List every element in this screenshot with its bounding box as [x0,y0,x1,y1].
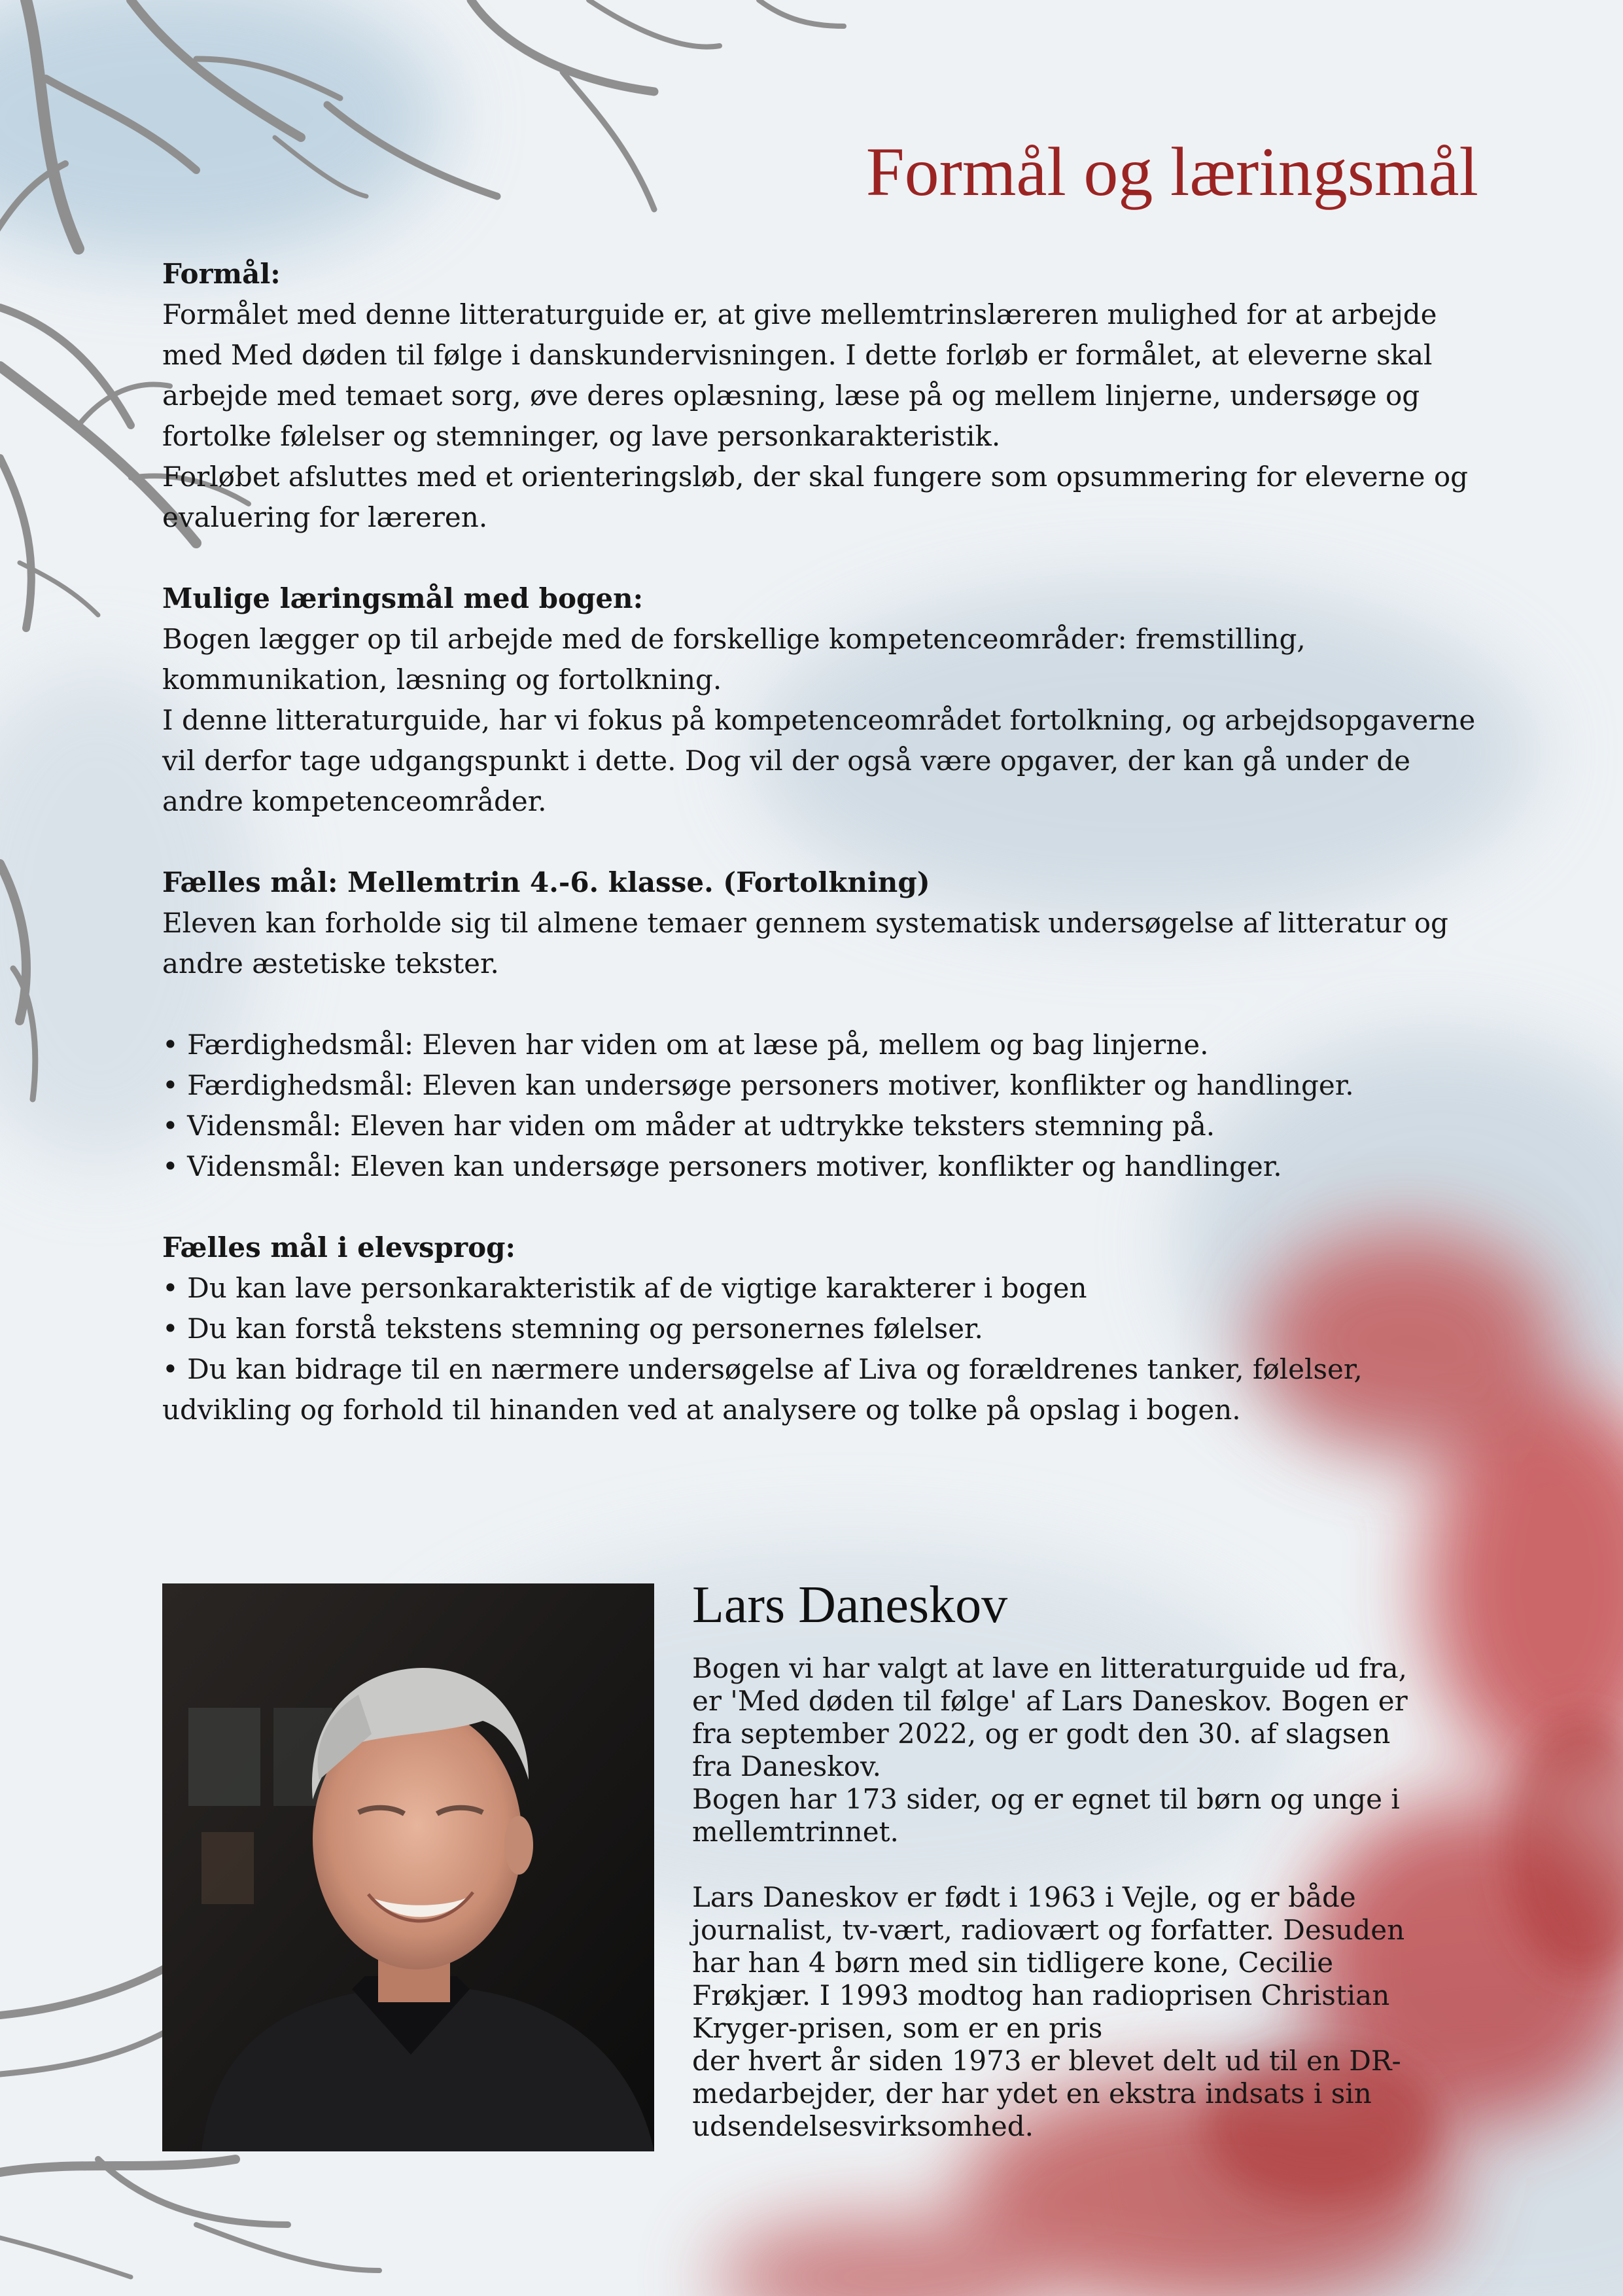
section-heading: Mulige læringsmål med bogen: [162,582,644,614]
list-item: • Vidensmål: Eleven kan undersøge personers motiver, konflikter og handlinger. [162,1146,1490,1187]
section-elevsprog [162,1227,1490,1430]
student-goals-list [162,1268,1490,1430]
text-line: medarbejder, der har ydet en ekstra indsats i sin [692,2077,1372,2110]
section-laeringsmaal [162,578,1490,822]
list-item: • Du kan bidrage til en nærmere undersøgelse af Liva og forældrenes tanker, følelser, udvikling og forhold til hinanden ved at analysere og tolke på opslag i bogen. [162,1349,1490,1430]
text-line: udsendelsesvirksomhed. [692,2110,1034,2142]
author-paragraph [692,1881,1457,2143]
text-line: Bogen vi har valgt at lave en litteraturguide ud fra, [692,1652,1407,1684]
section-faelles-maal [162,862,1490,984]
author-name: Lars Daneskov [692,1576,1008,1634]
text-line: fra Daneskov. [692,1750,882,1782]
page-title: Formål og læringsmål [865,133,1478,210]
goals-list-section [162,1025,1490,1187]
list-item: • Du kan forstå tekstens stemning og personernes følelser. [162,1309,1490,1349]
text-line: fra september 2022, og er godt den 30. af slagsen [692,1718,1391,1750]
section-paragraph: Eleven kan forholde sig til almene temaer gennem systematisk undersøgelse af litteratur og andre æstetiske tekster. [162,907,1448,980]
text-line: Kryger-prisen, som er en pris [692,2012,1103,2044]
main-content [162,254,1490,1471]
text-line: Lars Daneskov er født i 1963 i Vejle, og er både [692,1881,1356,1913]
section-formaal [162,254,1490,538]
section-paragraph: Forløbet afsluttes med et orienteringsløb, der skal fungere som opsummering for eleverne og evaluering for læreren. [162,461,1469,533]
text-line: er 'Med døden til følge' af Lars Daneskov. Bogen er [692,1685,1408,1717]
section-heading: Formål: [162,258,281,290]
text-line: Bogen har 173 sider, og er egnet til børn og unge i [692,1783,1400,1815]
section-heading: Fælles mål: Mellemtrin 4.-6. klasse. (Fortolkning) [162,866,930,898]
author-photo [162,1583,654,2151]
section-paragraph: Bogen lægger op til arbejde med de forskellige kompetenceområder: fremstilling, kommunikation, læsning og fortolkning. [162,623,1306,696]
section-paragraph: I denne litteraturguide, har vi fokus på kompetenceområdet fortolkning, og arbejdsopgaverne vil derfor tage udgangspunkt i dette. Dog vil der også være opgaver, der kan gå under de andre kompetenceområder. [162,704,1476,817]
author-bio [692,1652,1457,2176]
list-item: • Vidensmål: Eleven har viden om måder at udtrykke teksters stemning på. [162,1106,1490,1146]
text-line: har han 4 børn med sin tidligere kone, Cecilie [692,1947,1334,1979]
list-item: • Færdighedsmål: Eleven kan undersøge personers motiver, konflikter og handlinger. [162,1065,1490,1106]
goals-list [162,1025,1490,1187]
section-heading: Fælles mål i elevsprog: [162,1231,516,1263]
text-line: journalist, tv-vært, radiovært og forfatter. Desuden [692,1914,1405,1946]
text-line: Frøkjær. I 1993 modtog han radioprisen Christian [692,1979,1390,2011]
section-paragraph: Formålet med denne litteraturguide er, at give mellemtrinslæreren mulighed for at arbejde med Med døden til følge i danskundervisningen. I dette forløb er formålet, at eleverne skal arbejde med temaet sorg, øve deres oplæsning, læse på og mellem linjerne, undersøge og fortolke følelser og stemninger, og lave personkarakteristik. [162,298,1437,452]
text-line: mellemtrinnet. [692,1816,899,1848]
list-item: • Færdighedsmål: Eleven har viden om at læse på, mellem og bag linjerne. [162,1025,1490,1065]
text-line: der hvert år siden 1973 er blevet delt ud til en DR- [692,2045,1401,2077]
author-paragraph [692,1652,1457,1848]
list-item: • Du kan lave personkarakteristik af de vigtige karakterer i bogen [162,1268,1490,1309]
